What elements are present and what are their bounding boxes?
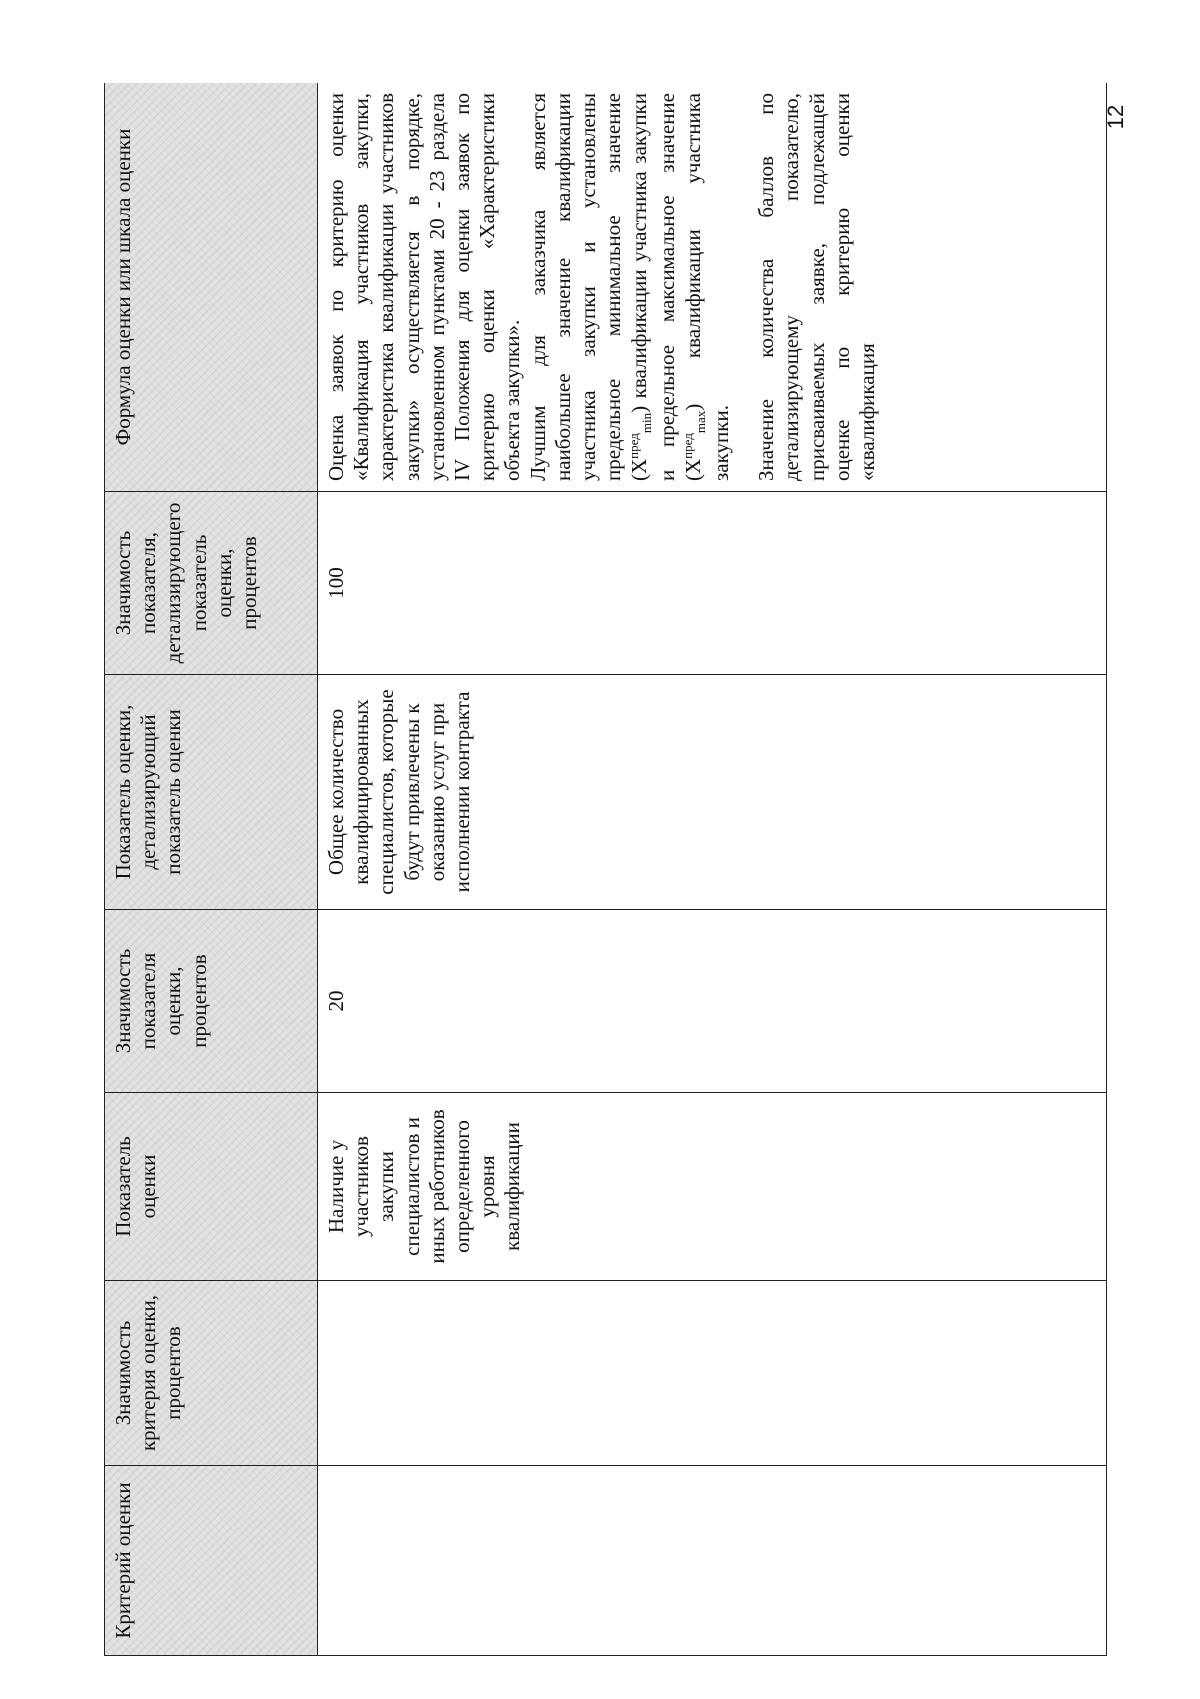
formula-text-a: Лучшим для заказчика является наибольшее значение квалификации участника закупки и установлены предельное минимальное значение (: [525, 93, 652, 481]
header-detail-weight: Значимость показателя, детализирующего показатель оценки, процентов: [105, 492, 318, 675]
formula-paragraph-2: [526, 93, 735, 481]
cell-detail-weight: 100: [318, 492, 1107, 675]
cell-formula: [318, 83, 1107, 492]
formula-paragraph-3: Значение количества баллов по детализирующему показателю, присваиваемых заявке, подлежащей оценке по критерию оценки «квалификация: [754, 93, 879, 481]
header-formula: Формула оценки или шкала оценки: [105, 83, 318, 492]
header-indicator-weight: Значимость показателя оценки, процентов: [105, 910, 318, 1093]
formula-paragraph-1: Оценка заявок по критерию оценки «Квалификация участников закупки, характеристика квалификации участников закупки» осуществляется в порядке, установленном пунктами 20 - 23 раздела IV Положения для оценки заявок по критерию оценки «Характеристики объекта закупки».: [324, 93, 525, 481]
x-min-sub: min: [639, 412, 655, 434]
page-number: 12: [1103, 104, 1129, 130]
formula-text-b: ) квалификации участника закупки и предельное максимальное значение (: [627, 93, 706, 481]
x-max-sup: пред: [680, 433, 696, 459]
table-row: [318, 83, 1107, 1656]
header-indicator: Показатель оценки: [105, 1093, 318, 1281]
rotated-table-frame: [104, 83, 1107, 1656]
x-max-symbol: $X^{пред}_{max}$: [680, 410, 709, 474]
formula-text-c: ) квалификации участника закупки.: [681, 93, 733, 481]
cell-indicator-weight: 20: [318, 910, 1107, 1093]
table-header-row: [105, 83, 318, 1656]
cell-detail-indicator: Общее количество квалифицированных специалистов, которые будут привлечены к оказанию услуг при исполнении контракта: [318, 675, 1107, 910]
x-min-sup: пред: [626, 433, 642, 459]
header-detail-indicator: Показатель оценки, детализирующий показатель оценки: [105, 675, 318, 910]
cell-criterion-weight: [318, 1281, 1107, 1466]
cell-indicator: Наличие у участников закупки специалистов и иных работников определенного уровня квалификации: [318, 1093, 1107, 1281]
cell-criterion: [318, 1466, 1107, 1656]
header-criterion-weight: Значимость критерия оценки, процентов: [105, 1281, 318, 1466]
x-min-symbol: $X^{пред}_{min}$: [626, 412, 655, 474]
x-max-sub: max: [693, 410, 709, 434]
rotated-page-content: [104, 83, 1107, 1656]
header-criterion: Критерий оценки: [105, 1466, 318, 1656]
evaluation-criteria-table: [104, 83, 1107, 1656]
